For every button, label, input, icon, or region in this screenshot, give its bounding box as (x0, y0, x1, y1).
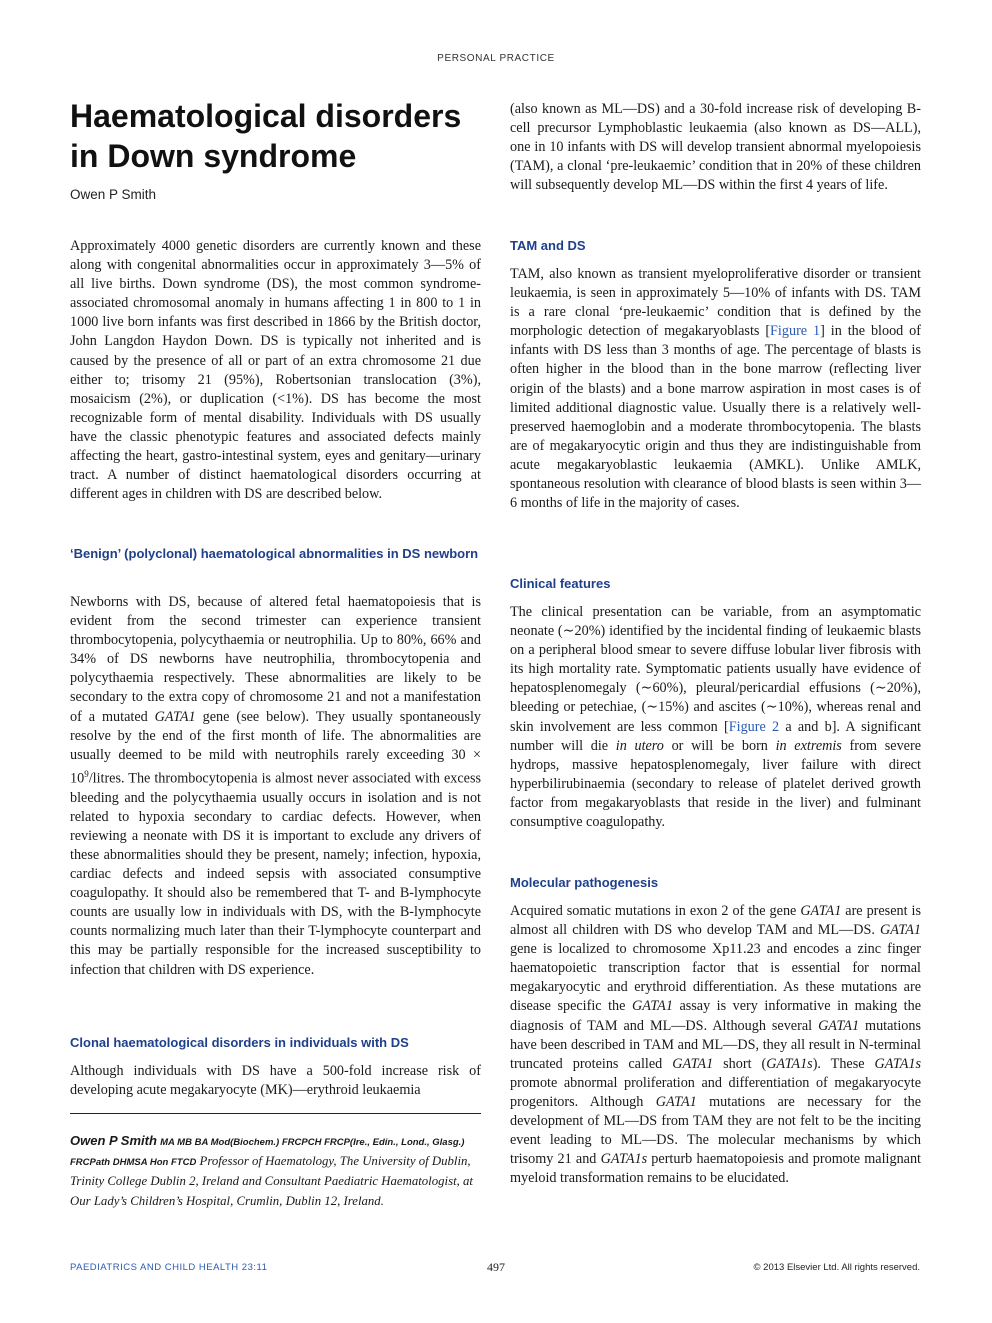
footnote-divider (70, 1113, 481, 1114)
clinical-paragraph: The clinical presentation can be variable, from an asymptomatic neonate (∼20%) identified by the incidental finding of leukaemic blasts on a peripheral blood smear to severe diffuse lobular liver fibrosis with its high mortality rate. Symptomatic patients usually have evidence of hepatosplenomegaly (∼60%), pleural/pericardial effusions (∼20%), bleeding or petechiae, (∼15%) and ascites (∼10%), whereas renal and skin involvement are less common [Figure 2 a and b]. A significant number will die in utero or will be born in extremis from severe hydrops, massive hepatosplenomegaly, liver failure with direct hyperbilirubinaemia (secondary to release of platelet derived growth factor from megakaryoblasts that reside in the liver) and fulminant consumptive coagulopathy. (510, 604, 921, 831)
section-heading-clinical: Clinical features (510, 576, 611, 591)
author-affiliation: Owen P Smith MA MB BA Mod(Biochem.) FRCPCH FRCP(Ire., Edin., Lond., Glasg.) FRCPath DHMSA Hon FTCD Professor of Haematology, The University of Dublin, Trinity College Dublin 2, Ireland and Consultant Paediatric Haematologist, at Our Lady’s Children’s Hospital, Crumlin, Dublin 12, Ireland. (70, 1133, 473, 1208)
article-author: Owen P Smith (70, 187, 157, 202)
intro-paragraph: Approximately 4000 genetic disorders are currently known and these along with congenital abnormalities occur in approximately 3—5% of all live births. Down syndrome (DS), the most common syndrome-associated chromosomal anomaly in humans affecting 1 in 800 to 1 in 1000 live born infants was first described in 1866 by the British doctor, John Langdon Haydon Down. DS is typically not inherited and is caused by the presence of all or part of an extra chromosome 21 due either to; trisomy 21 (95%), Robertsonian translocation (3%), mosaicism (2%), or duplication (<1%). DS has become the most recognizable form of mental disability. Individuals with DS usually have the classic phenotypic features and associated defects mainly affecting the heart, gastro-intestinal system, eyes and genitary—urinary tract. A number of distinct haematological disorders occurring at different ages in children with DS are described below. (70, 238, 481, 503)
gene-name: GATA1 (154, 708, 196, 725)
running-head: PERSONAL PRACTICE (437, 53, 555, 64)
affiliation-name: Owen P Smith (70, 1133, 157, 1148)
benign-paragraph: Newborns with DS, because of altered fetal haematopoiesis that is evident from the second trimester can experience transient thrombocytopenia, polycythaemia or neutrophilia. Up to 80%, 66% and 34% of DS newborns have neutrophilia, thrombocytopenia and polycythaemia respectively. These abnormalities are likely to be secondary to the extra copy of chromosome 21 and not a manifestation of a mutated GATA1 gene (see below). They usually spontaneously resolve by the end of the first month of life. The abnormalities are usually deemed to be mild with neutrophils rarely exceeding $30 \times 10^9$/litres. The thrombocytopenia is almost never associated with excess bleeding and the polycythaemia usually occurs in isolation and is not related to hypoxia secondary to cardiac defects. However, when reviewing a neonate with DS it is important to exclude any drivers of these abnormalities should they be present, namely; infection, hypoxia, cardiac defects and indeed sepsis with associated consumptive coagulopathy. It should also be remembered that T- and B-lymphocyte counts are usually low in individuals with DS, with the B-lymphocyte counts normalizing much later than their T-lymphocyte counterpart and this may be partially responsible for the increased susceptibility to infection that children with DS experience. (70, 594, 481, 978)
section-heading-molecular: Molecular pathogenesis (510, 875, 659, 890)
footer-copyright: © 2013 Elsevier Ltd. All rights reserved. (753, 1262, 920, 1273)
section-heading-tam: TAM and DS (510, 238, 586, 253)
molecular-paragraph: Acquired somatic mutations in exon 2 of the gene GATA1 are present is almost all children with DS who develop TAM and ML—DS. GATA1 gene is localized to chromosome Xp11.23 and encodes a zinc finger haematopoietic transcription factor that is essential for normal megakaryocytic and erythroid differentiation. As these mutations are disease specific the GATA1 assay is very informative in making the diagnosis of TAM and ML—DS. Although several GATA1 mutations have been described in TAM and ML—DS, they all result in N-terminal truncated proteins called GATA1 short (GATA1s). These GATA1s promote abnormal proliferation and differentiation of megakaryocyte progenitors. Although GATA1 mutations are necessary for the development of ML—DS from TAM they are not felt to be the inciting event leading to ML—DS. The molecular mechanisms by which trisomy 21 and GATA1s perturb haematopoiesis and promote malignant myeloid transformation remains to be elucidated. (510, 903, 922, 1187)
section-heading-clonal: Clonal haematological disorders in individuals with DS (70, 1035, 409, 1050)
clonal-paragraph-right: (also known as ML—DS) and a 30-fold increase risk of developing B-cell precursor Lymphoblastic leukaemia (also known as DS—ALL), one in 10 infants with DS will develop transient abnormal myelopoiesis (TAM), a clonal ‘pre-leukaemic’ condition that in 20% of these children will subsequently develop ML—DS within the first 4 years of life. (510, 101, 921, 194)
figure-2-link[interactable]: Figure 2 (728, 718, 780, 735)
tam-paragraph: TAM, also known as transient myeloproliferative disorder or transient leukaemia, is seen in approximately 5—10% of infants with DS. TAM is a rare clonal ‘pre-leukaemic’ condition that is defined by the morphologic detection of megakaryoblasts [Figure 1] in the blood of infants with DS less than 3 months of age. The percentage of blasts is often higher in the blood than in the bone marrow (reflecting liver origin of the blasts) and a bone marrow aspiration in most cases is of limited additional diagnostic value. Usually there is a relatively well-preserved haemoglobin and a moderate thrombocytopenia. The blasts are of megakaryocytic origin and thus they are indistinguishable from acute megakaryoblastic leukaemia (AMKL). Unlike AMLK, spontaneous resolution with clearance of blood blasts is seen within 3—6 months of life in the majority of cases. (510, 266, 921, 512)
superscript: 9 (84, 768, 89, 779)
article-title: Haematological disorders in Down syndrome (70, 98, 462, 174)
clonal-paragraph-left: Although individuals with DS have a 500-fold increase risk of developing acute megakaryocyte (MK)—erythroid leukaemia (70, 1063, 481, 1099)
page-number: 497 (487, 1260, 505, 1274)
section-heading-benign: ‘Benign’ (polyclonal) haematological abnormalities in DS newborn (70, 546, 479, 561)
footer-journal: PAEDIATRICS AND CHILD HEALTH 23:11 (70, 1262, 268, 1273)
figure-1-link[interactable]: Figure 1 (770, 323, 821, 340)
